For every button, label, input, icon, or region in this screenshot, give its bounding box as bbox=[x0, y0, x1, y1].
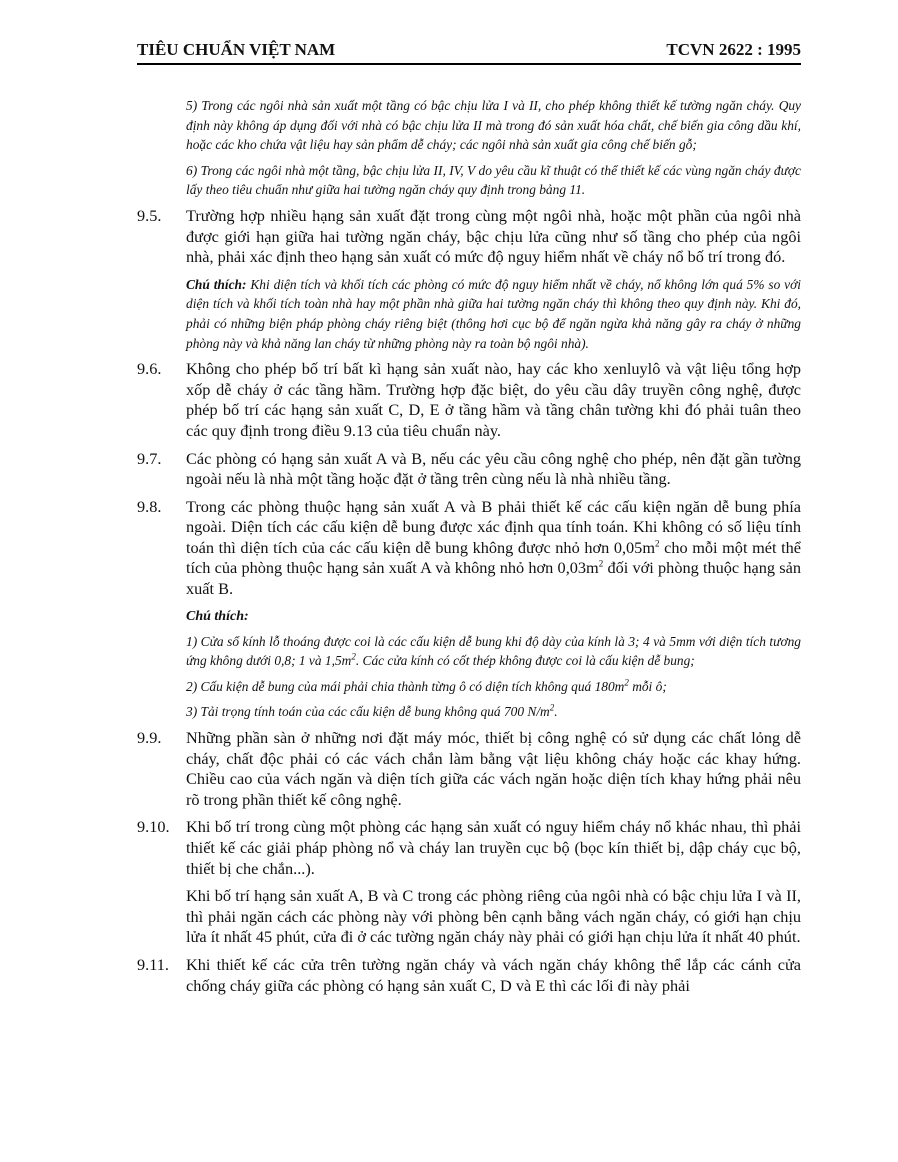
clause-text-part: Trong các phòng thuộc hạng sản xuất A và B phải thiết kế các cấu kiện ngăn dễ bung phía ngoài. Diện tích các cấu kiện dễ bung được xác định qua tính toán. Khi không có số liệu tính toán thì diện tích của các cấu kiện dễ bung không được nhỏ hơn 0,05m bbox=[186, 496, 801, 557]
clause-text: Khi bố trí trong cùng một phòng các hạng sản xuất có nguy hiểm cháy nổ khác nhau, thì phải thiết kế các giải pháp phòng nổ và cháy lan truyền cục bộ (bọc kín thiết bị, dập cháy cục bộ, thiết bị che chắn...). bbox=[186, 817, 801, 878]
clause-note bbox=[186, 275, 801, 353]
note-heading: Chú thích: bbox=[186, 608, 249, 624]
clause-paragraph: Khi bố trí hạng sản xuất A, B và C trong các phòng riêng của ngôi nhà có bậc chịu lửa I và II, thì phải ngăn cách các phòng này với phòng bên cạnh bằng vách ngăn cháy, có giới hạn chịu lửa ít nhất 45 phút, cửa đi ở các tường ngăn cháy này phải có giới hạn chịu lửa ít nhất 40 phút. bbox=[186, 886, 801, 947]
clause bbox=[137, 449, 801, 490]
note-text-part: 2) Cấu kiện dễ bung của mái phải chia thành từng ô có diện tích không quá 180m bbox=[186, 678, 625, 694]
standard-code: TCVN 2622 : 1995 bbox=[666, 40, 801, 59]
clause-text: Những phần sàn ở những nơi đặt máy móc, thiết bị công nghệ có sử dụng các chất lỏng dễ cháy, chất độc phải có các vách chắn làm bằng vật liệu không cháy hoặc các khay hứng. Chiều cao của vách ngăn và diện tích giữa các vách ngăn hoặc diện tích khay hứng phải nêu rõ trong phần thiết kế công nghệ. bbox=[186, 728, 801, 809]
note-text-part: 1) Cửa sổ kính lỗ thoáng được coi là các cấu kiện dễ bung khi độ dày của kính là 3; 4 và 5mm với diện tích tương ứng không dưới 0,8; 1 và 1,5m bbox=[186, 633, 801, 669]
note-text-part: . bbox=[554, 704, 558, 720]
clause bbox=[137, 728, 801, 810]
superscript: 2 bbox=[624, 677, 629, 688]
clause-text-part: đối với phòng thuộc hạng sản xuất B. bbox=[186, 558, 801, 599]
clause bbox=[137, 817, 801, 879]
clause-text: Các phòng có hạng sản xuất A và B, nếu các yêu cầu công nghệ cho phép, nên đặt gần tường ngoài nếu là nhà một tầng hoặc đặt ở tầng trên cùng nếu là nhà nhiều tầng. bbox=[186, 448, 801, 489]
note-label: Chú thích: bbox=[186, 276, 247, 292]
note-item: 5) Trong các ngôi nhà sản xuất một tầng có bậc chịu lửa I và II, cho phép không thiết kế tường ngăn cháy. Quy định này không áp dụng đối với nhà có bậc chịu lửa II mà trong đó sản xuất hóa chất, chế biến gia công dầu khí, hoặc các kho chứa vật liệu hay sản phẩm dễ cháy; các ngôi nhà sản xuất gia công chế biến gỗ; bbox=[186, 98, 801, 153]
note-item bbox=[186, 702, 801, 722]
clause bbox=[137, 206, 801, 268]
clause-number: 9.5. bbox=[137, 205, 162, 225]
clause-text: Khi thiết kế các cửa trên tường ngăn cháy và vách ngăn cháy không thể lắp các cánh cửa chống cháy giữa các phòng có hạng sản xuất C, D và E thì các lối đi này phải bbox=[186, 954, 801, 995]
superscript: 2 bbox=[654, 538, 660, 549]
clause-number: 9.11. bbox=[137, 954, 169, 974]
superscript: 2 bbox=[351, 651, 356, 662]
superscript: 2 bbox=[549, 702, 555, 713]
superscript: 2 bbox=[598, 559, 604, 570]
page-header bbox=[137, 40, 801, 70]
note-item bbox=[186, 677, 801, 697]
clause bbox=[137, 955, 801, 996]
header-rule bbox=[137, 63, 801, 65]
clause-number: 9.6. bbox=[137, 359, 162, 379]
note-text-part: . Các cửa kính có cốt thép không được coi là cấu kiện dễ bung; bbox=[355, 653, 695, 669]
note-item: 6) Trong các ngôi nhà một tầng, bậc chịu lửa II, IV, V do yêu cầu kĩ thuật có thể thiết kế các vùng ngăn cháy được lấy theo tiêu chuẩn như giữa hai tường ngăn cháy quy định trong bảng 11. bbox=[186, 162, 801, 198]
clause-number: 9.8. bbox=[137, 496, 162, 516]
note-text-part: 3) Tải trọng tính toán của các cấu kiện dễ bung không quá 700 N/m bbox=[186, 704, 550, 720]
note-text-part: mỗi ô; bbox=[628, 678, 667, 694]
clause-text: Không cho phép bố trí bất kì hạng sản xuất nào, hay các kho xenluylô và vật liệu tổng hợp xốp dễ cháy ở các tầng hầm. Trường hợp đặc biệt, do yêu cầu dây truyền công nghệ, được phép bố trí các hạng sản xuất C, D, E ở tầng hầm và tầng chân tường khi đó phải tuân theo các quy định trong điều 9.13 của tiêu chuẩn này. bbox=[186, 359, 801, 440]
clause-text-part: cho mỗi một mét thể tích của phòng thuộc hạng sản xuất A và không nhỏ hơn 0,03m bbox=[186, 537, 801, 578]
clause bbox=[137, 359, 801, 441]
note-item bbox=[186, 632, 801, 671]
document-body bbox=[137, 96, 801, 1003]
standard-title: TIÊU CHUẨN VIỆT NAM bbox=[137, 40, 336, 59]
clause-number: 9.10. bbox=[137, 817, 170, 837]
clause-number: 9.7. bbox=[137, 448, 162, 468]
note-text: Khi diện tích và khối tích các phòng có mức độ nguy hiểm nhất về cháy, nổ không lớn quá 5% so với diện tích và khối tích toàn nhà hay một phần nhà giữa hai tường ngăn cháy thì không theo quy định này. Khi đó, phải có những biện pháp phòng cháy riêng biệt (thông hơi cục bộ để ngăn ngừa khả năng gây ra cháy ở những phòng này và khả năng lan cháy từ những phòng này ra toàn bộ ngôi nhà). bbox=[186, 276, 801, 351]
clause bbox=[137, 497, 801, 600]
clause-number: 9.9. bbox=[137, 728, 162, 748]
clause-text bbox=[186, 497, 801, 598]
clause-text: Trường hợp nhiều hạng sản xuất đặt trong cùng một ngôi nhà, hoặc một phần của ngôi nhà được giới hạn giữa hai tường ngăn cháy, bậc chịu lửa cũng như số tầng cho phép của ngôi nhà, phải xác định theo hạng sản xuất có mức độ nguy hiểm nhất về cháy nổ bố trí trong đó. bbox=[186, 205, 801, 267]
